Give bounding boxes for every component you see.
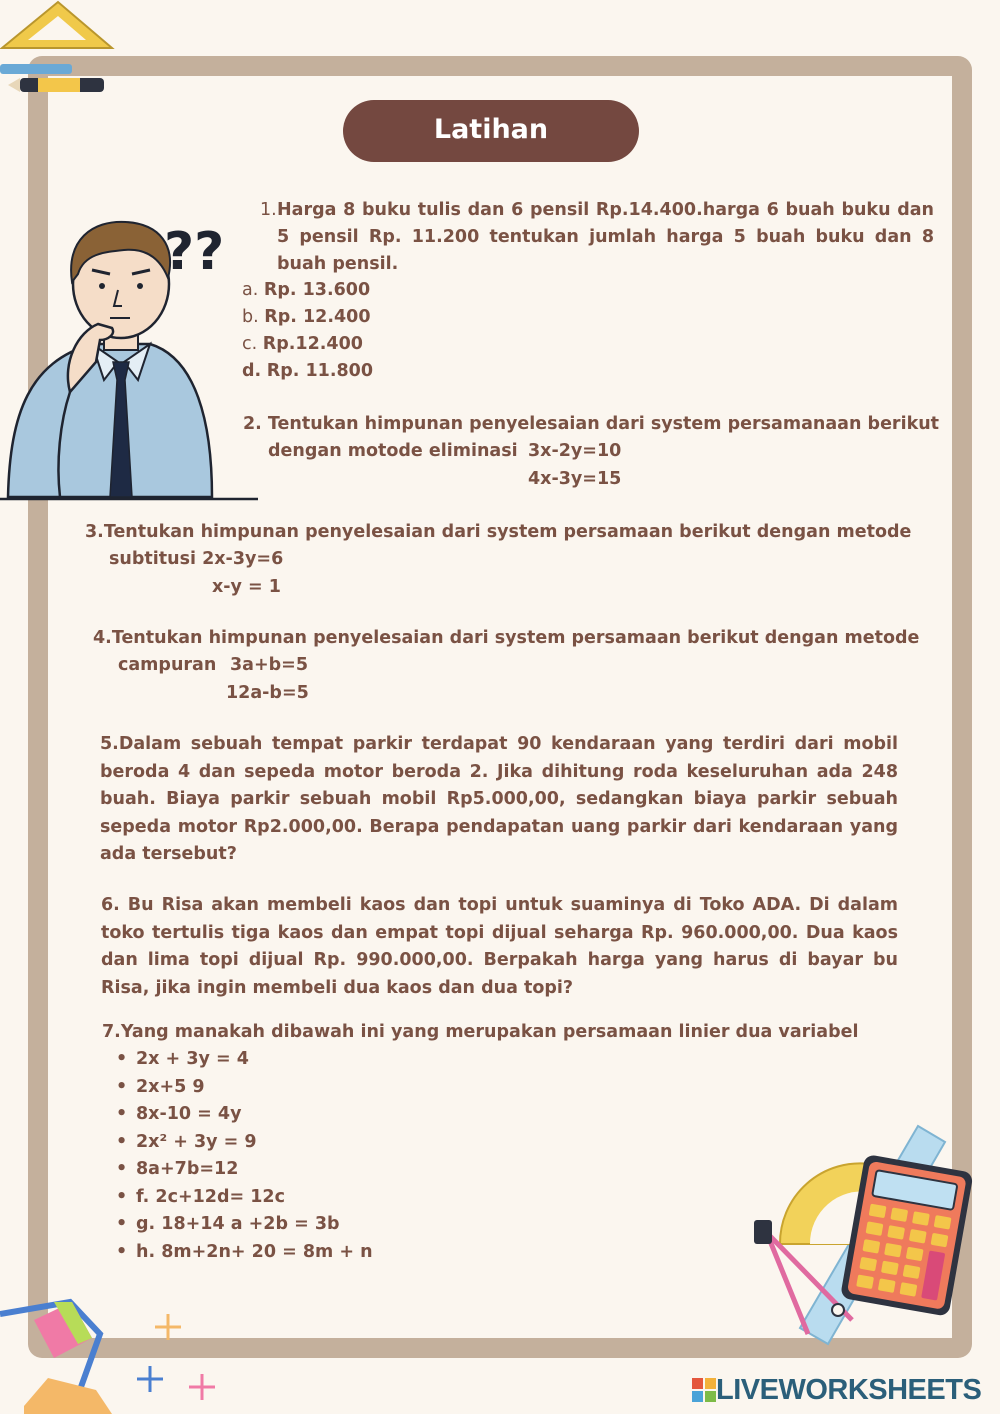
question-1-number: 1.: [260, 200, 277, 220]
question-2-equation-1: 3x-2y=10: [528, 441, 622, 461]
question-7-option[interactable]: • 8a+7b=12: [110, 1156, 373, 1184]
question-3-line-2: subtitusi 2x-3y=6: [109, 549, 284, 569]
question-7: 7.Yang manakah dibawah ini yang merupakan persamaan linier dua variabel: [102, 1022, 859, 1042]
liveworksheets-logo-text: LIVEWORKSHEETS: [716, 1373, 982, 1406]
question-1-option-b[interactable]: b. Rp. 12.400: [242, 307, 371, 327]
question-2-equation-2: 4x-3y=15: [528, 469, 622, 489]
question-2-line-1: 2. Tentukan himpunan penyelesaian dari system persamanaan berikut: [243, 414, 940, 434]
page-title: Latihan: [343, 100, 639, 162]
question-7-option[interactable]: • 2x+5 9: [110, 1074, 373, 1102]
question-2-line-2: dengan motode eliminasi: [268, 441, 518, 461]
question-7-option[interactable]: • 2x + 3y = 4: [110, 1046, 373, 1074]
question-4-line-1: 4.Tentukan himpunan penyelesaian dari system persamaan berikut dengan metode: [93, 628, 920, 648]
question-1-option-d[interactable]: d. Rp. 11.800: [242, 361, 374, 381]
question-6: 6. Bu Risa akan membeli kaos dan topi untuk suaminya di Toko ADA. Di dalam toko tertulis tiga kaos dan empat topi dijual seharga Rp. 960.000,00. Dua kaos dan lima topi dijual Rp. 990.000,00. Berpakah harga yang harus di bayar bu Risa, jika ingin membeli dua kaos dan dua topi?: [101, 895, 898, 998]
question-7-option[interactable]: • 8x-10 = 4y: [110, 1101, 373, 1129]
question-1-option-c[interactable]: c. Rp.12.400: [242, 334, 363, 354]
question-4-equation-2: 12a-b=5: [226, 683, 309, 703]
liveworksheets-logo[interactable]: [692, 1370, 981, 1410]
question-5: 5.Dalam sebuah tempat parkir terdapat 90 kendaraan yang terdiri dari mobil beroda 4 dan sepeda motor beroda 2. Jika dihitung roda keseluruhan ada 248 buah. Biaya parkir sebuah mobil Rp5.000,00, sedangkan biaya parkir sebuah sepeda motor Rp2.000,00. Berapa pendapatan uang parkir dari kendaraan yang ada tersebut?: [100, 734, 898, 865]
question-7-option[interactable]: • g. 18+14 a +2b = 3b: [110, 1211, 373, 1239]
pencil-icon: [0, 62, 115, 104]
question-7-option[interactable]: • 2x² + 3y = 9: [110, 1129, 373, 1157]
question-7-options: [110, 1046, 373, 1266]
question-1-option-a[interactable]: a. Rp. 13.600: [242, 280, 371, 300]
question-4-line-2: campuran: [118, 655, 217, 675]
question-marks-icon: ??: [164, 222, 225, 282]
math-tools-illustration: [740, 1124, 975, 1354]
question-1-text: Harga 8 buku tulis dan 6 pensil Rp.14.400.harga 6 buah buku dan 5 pensil Rp. 11.200 tentukan jumlah harga 5 buah buku dan 8 buah pensil.: [277, 200, 934, 274]
liveworksheets-logo-icon: [692, 1378, 716, 1402]
question-7-option[interactable]: • h. 8m+2n+ 20 = 8m + n: [110, 1239, 373, 1267]
question-3-line-1: 3.Tentukan himpunan penyelesaian dari system persamaan berikut dengan metode: [85, 522, 912, 542]
question-1: [260, 197, 934, 278]
question-3-equation-2: x-y = 1: [212, 577, 281, 597]
question-4-equation-1: 3a+b=5: [230, 655, 309, 675]
question-7-option[interactable]: • f. 2c+12d= 12c: [110, 1184, 373, 1212]
eraser-crayon-decoration: [0, 1294, 230, 1414]
